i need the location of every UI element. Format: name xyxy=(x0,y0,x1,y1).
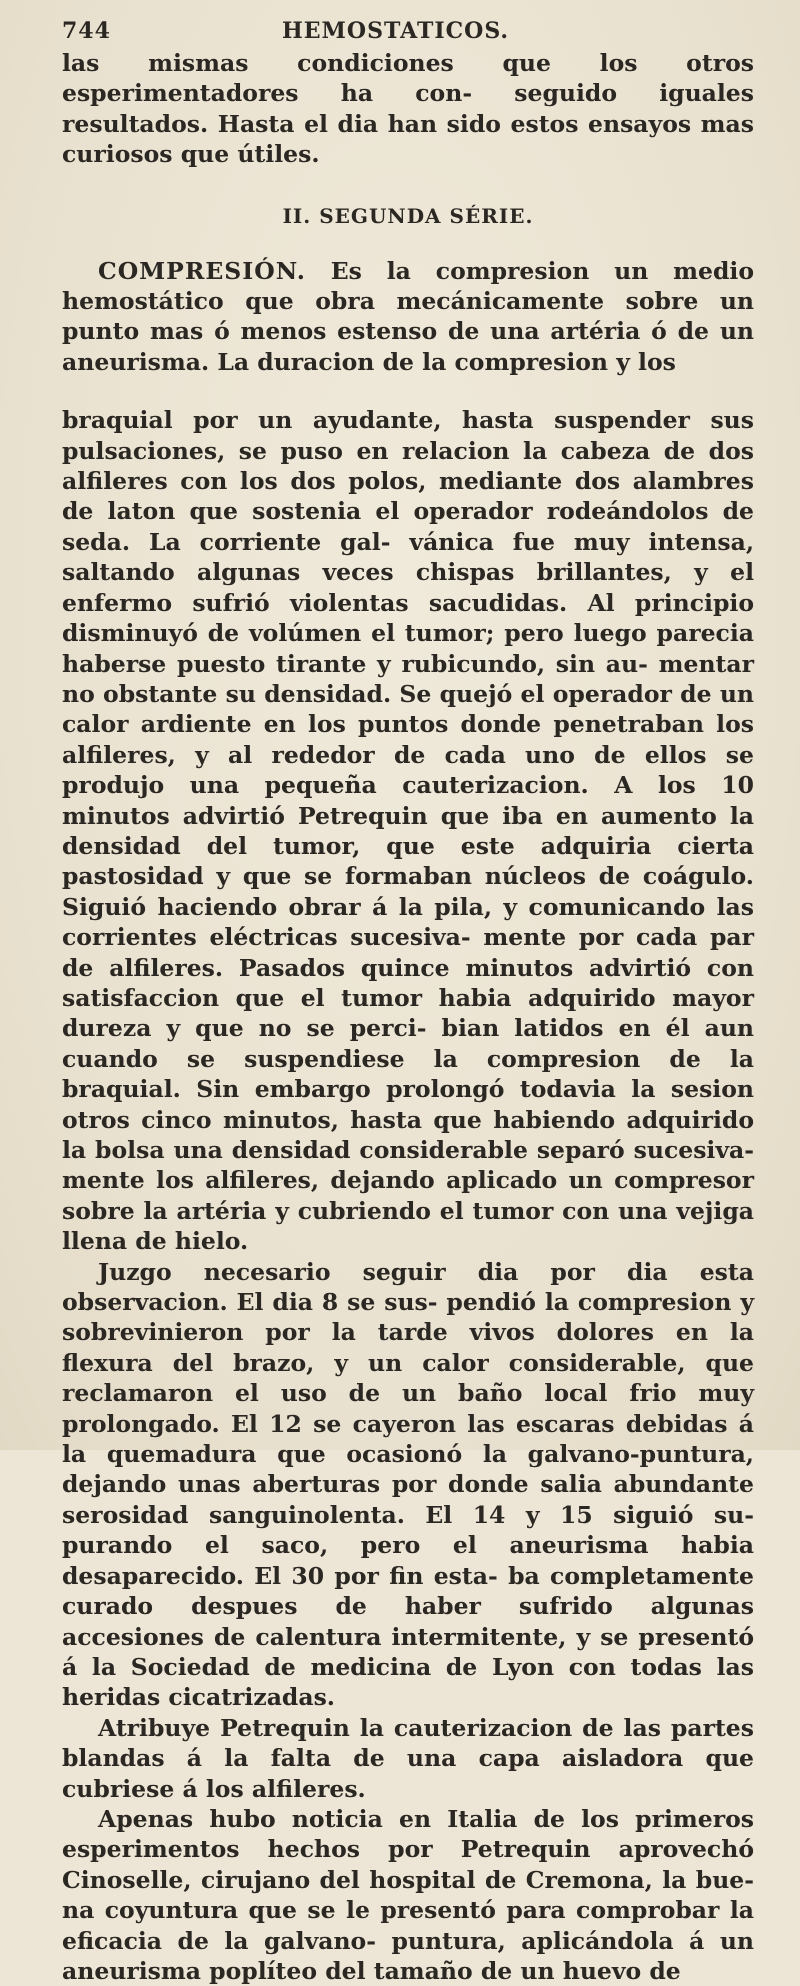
page-gap xyxy=(62,377,754,405)
running-head xyxy=(62,18,754,48)
page-number: 744 xyxy=(62,18,111,44)
paragraph-cauterization: Atribuye Petrequin la cauterizacion de las partes blandas á la falta de una capa aisladora que cubriese á los alfileres. xyxy=(62,1713,754,1803)
section-heading: II. SEGUNDA SÉRIE. xyxy=(282,203,534,228)
running-title: HEMOSTATICOS. xyxy=(282,18,510,44)
paragraph-daily-observation: Juzgo necesario seguir dia por dia esta observacion. El dia 8 se sus- pendió la compresion y sobrevinieron por la tarde vivos dolores en la flexura del brazo, y un calor considerable, que reclamaron el uso de un baño local frio muy prolongado. El 12 se cayeron las escaras debidas á la quemadura que ocasionó la galvano-puntura, dejando unas aberturas por donde salia abundante serosidad sanguinolenta. El 14 y 15 siguió su- purando el saco, pero el aneurisma habia desaparecido. El 30 por fin esta- ba completamente curado despues de haber sufrido algunas accesiones de calentura intermitente, y se presentó á la Sociedad de medicina de Lyon con todas las heridas cicatrizadas. xyxy=(62,1257,754,1712)
paragraph-lead: COMPRESIÓN. xyxy=(98,256,306,285)
paragraph-compression-text: Es la compresion un medio hemostático que obra mecánicamente sobre un punto mas ó menos estenso de una artéria ó de un aneurisma. La duracion de la compresion y los xyxy=(62,256,755,376)
paragraph-continuation: las mismas condiciones que los otros esperimentadores ha con- seguido iguales resultados. Hasta el dia han sido estos ensayos mas curiosos que útiles. xyxy=(62,49,754,169)
paragraph-compression xyxy=(62,256,754,378)
paragraph-italy: Apenas hubo noticia en Italia de los primeros esperimentos hechos por Petrequin aprovechó Cinoselle, cirujano del hospital de Cremona, la bue- na coyuntura que se le presentó para comprobar la eficacia de la galvano- puntura, aplicándola á un aneurisma poplíteo del tamaño de un huevo de xyxy=(62,1804,754,1985)
paragraph-galvanic: braquial por un ayudante, hasta suspender sus pulsaciones, se puso en relacion la cabeza de dos alfileres con los dos polos, mediante dos alambres de laton que sostenia el operador rodeándolos de seda. La corriente gal- vánica fue muy intensa, saltando algunas veces chispas brillantes, y el enfermo sufrió violentas sacudidas. Al principio disminuyó de volúmen el tumor; pero luego parecia haberse puesto tirante y rubicundo, sin au- mentar no obstante su densidad. Se quejó el operador de un calor ardiente en los puntos donde penetraban los alfileres, y al rededor de cada uno de ellos se produjo una pequeña cauterizacion. A los 10 minutos advirtió Petrequin que iba en aumento la densidad del tumor, que este adquiria cierta pastosidad y que se formaban núcleos de coágulo. Siguió haciendo obrar á la pila, y comunicando las corrientes eléctricas sucesiva- mente por cada par de alfileres. Pasados quince minutos advirtió con satisfaccion que el tumor habia adquirido mayor dureza y que no se perci- bian latidos en él aun cuando se suspendiese la compresion de la braquial. Sin embargo prolongó todavia la sesion otros cinco minutos, hasta que habiendo adquirido la bolsa una densidad considerable separó sucesiva- mente los alfileres, dejando aplicado un compresor sobre la artéria y cubriendo el tumor con una vejiga llena de hielo. xyxy=(62,406,754,1256)
